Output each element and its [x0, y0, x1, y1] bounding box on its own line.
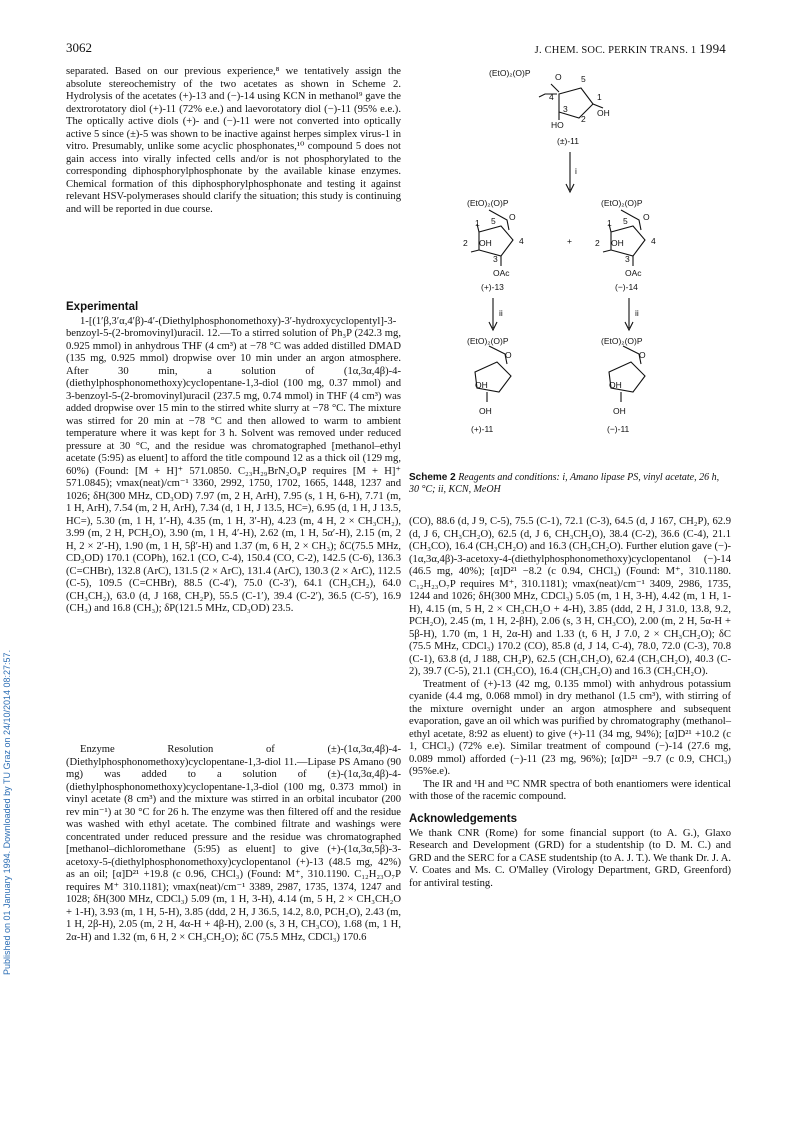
scheme-top-n5: 5 [581, 74, 586, 84]
acknowledgements-paragraph: We thank CNR (Rome) for some financial support (to A. G.), Glaxo Research and Development (GRD) for a studentship (to D. M. C.) and GRD and the SERC for a CASE studentship (to A. J. T.). We thank Dr. J. A. V. Coates and Ms. C. O'Malley (Virology Department, GRD, Greenford) for antiviral testing. [409, 827, 731, 889]
scheme-compound-14: (−)-14 [615, 282, 638, 292]
scheme-13-oac: OAc [493, 268, 510, 278]
scheme-compound-13: (+)-13 [481, 282, 504, 292]
scheme-14-oh: OH [611, 238, 624, 248]
download-watermark-text: Published on 01 January 1994. Downloaded by TU Graz on 24/10/2014 08:27:57. [2, 649, 12, 975]
scheme-top-phosphonate: (EtO)₂(O)P [489, 68, 531, 78]
scheme-top-n3: 3 [563, 104, 568, 114]
scheme-minus11-oh-ring: OH [609, 380, 622, 390]
scheme-14-phosphonate: (EtO)₂(O)P [601, 198, 643, 208]
journal-year: 1994 [699, 41, 726, 56]
scheme-top-oh: OH [597, 108, 610, 118]
scheme-13-n2: 2 [463, 238, 468, 248]
download-watermark [2, 235, 14, 975]
scheme-compound-plus-11: (+)-11 [471, 424, 494, 434]
scheme-minus11-ring-o: O [639, 350, 646, 360]
scheme-14-n4: 4 [651, 236, 656, 246]
scheme-13-n3: 3 [493, 254, 498, 264]
scheme-arrow-label-ii-right: ii [635, 308, 639, 318]
journal-header [535, 41, 726, 57]
scheme-plus11-oh: OH [479, 406, 492, 416]
experimental-heading: Experimental [66, 301, 139, 313]
scheme-caption-text: Reagents and conditions: i, Amano lipase PS, vinyl acetate, 26 h, 30 °C; ii, KCN, MeOH [409, 472, 720, 495]
scheme-caption-label: Scheme 2 [409, 472, 456, 483]
scheme-14-n5: 5 [623, 216, 628, 226]
scheme-plus-sign: + [567, 236, 572, 246]
page-number: 3062 [66, 40, 92, 55]
scheme-arrow-label-i: i [575, 166, 577, 176]
scheme-top-ho: HO [551, 120, 564, 130]
scheme-arrow-label-ii-left: ii [499, 308, 503, 318]
discussion-text [66, 66, 401, 216]
scheme-minus11-phosphonate: (EtO)₂(O)P [601, 336, 643, 346]
scheme-14-n3: 3 [625, 254, 630, 264]
scheme-caption [409, 472, 731, 496]
scheme-compound-racemic-11: (±)-11 [557, 136, 579, 146]
scheme-13-phosphonate: (EtO)₂(O)P [467, 198, 509, 208]
scheme-13-oh: OH [479, 238, 492, 248]
right-paragraph-2: Treatment of (+)-13 (42 mg, 0.135 mmol) with anhydrous potassium cyanide (4.4 mg, 0.068 mmol) in dry methanol (1.5 cm³), with stirring of the mixture overnight under an argon atmosphere and subsequent evaporation, gave an oil which was purified by chromatography (methanol–ethyl acetate, 8:92 as eluent) to give (+)-11 (34 mg, 94%); [α]D²¹ +10.2 (c 1, CHCl₃) (72% e.e). Similar treatment of compound (−)-14 (27.6 mg, 0.089 mmol) afforded (−)-11 (23 mg, 96%); [α]D²¹ −9.7 (c 0.9, CHCl₃) (95%e.e). [409, 678, 731, 777]
experimental-paragraph-12: 1-[(1′β,3′α,4′β)-4′-(Diethylphosphonomethoxy)-3′-hydroxycyclopentyl]-3-benzoyl-5-(2-bromovinyl)uracil. 12.—To a stirred solution of Ph₃P (242.3 mg, 0.925 mmol) in anhydrous THF (4 cm³) at −78 °C was added distilled DMAD (135 mg, 0.925 mmol) dropwise over 10 min under an argon atmosphere. After 30 min, a solution of (1α,3α,4β)-4-(diethylphosphonomethoxy)cyclopentane-1,3-diol (100 mg, 0.37 mmol) and 3-benzoyl-5-(2-bromovinyl)uracil (237.5 mg, 0.74 mmol) in THF (4 cm³) was added dropwise over 15 min to the stirred white slurry at −78 °C. The mixture was stirred for 20 min at −78 °C and then allowed to warm to ambient temperature where it was kept for 3 h. Solvent was removed under reduced pressure at 30 °C, and the residue was chromatographed [methanol–ethyl acetate (5:95) as eluent] to afford the title compound 12 as a thick oil (129 mg, 60%) (Found: [M + H]⁺ 571.0850. C₂₃H₂₉BrN₂O₈P requires [M + H]⁺ 571.0845); νmax(neat)/cm⁻¹ 3360, 2992, 1750, 1702, 1665, 1448, 1237 and 1026; δH(300 MHz, CD₃OD) 7.97 (m, 2 H, ArH), 7.95 (s, 1 H, 6-H), 7.71 (m, 1 H, ArH), 7.54 (m, 2 H, ArH), 7.34 (d, 1 H, J 13.5, HC=), 6.95 (d, 1 H, J 13.5, HC=), 5.30 (m, 1 H, 1′-H), 4.35 (m, 1 H, 3′-H), 4.23 (m, 4 H, 2 × CH₃CH₂), 3.99 (m, 2 H, PCH₂O), 3.90 (m, 1 H, 4′-H), 2.62 (m, 1 H, 5α′-H), 2.15 (m, 2 H, 2 × 2′-H), 1.90 (m, 1 H, 5β′-H) and 1.37 (m, 6 H, 2 × CH₃); δC(75.5 MHz, CD₃OD) 170.1 (COPh), 162.1 (CO, C-4), 150.4 (CO, C-2), 142.5 (C-6), 136.3 (C=CHBr), 132.8 (ArC), 131.5 (2 × ArC), 131.4 (ArC), 130.3 (2 × ArC), 112.5 (C-5), 109.5 (C=CHBr), 88.5 (C-4′), 75.0 (C-3′), 64.1 (CH₃CH₂), 64.0 (CH₃CH₂), 63.0 (d, J 168, CH₂P), 55.5 (C-1′), 39.4 (C-2′), 36.5 (C-5′), 16.9 (CH₃) and 16.8 (CH₃); δP(121.5 MHz, CD₃OD) 23.5. [66, 315, 401, 614]
scheme-14-n1: 1 [607, 218, 612, 228]
experimental-section [66, 301, 401, 616]
right-paragraph-1: (CO), 88.6 (d, J 9, C-5), 75.5 (C-1), 72.1 (C-3), 64.5 (d, J 167, CH₂P), 62.9 (d, J 6, CH₃CH₂O), 62.5 (d, J 6, CH₃CH₂O), 38.4 (C-2), 36.6 (C-4), 21.1 (CH₃CO), 16.4 (CH₃CH₂O) and 16.3 (CH₃CH₂O). Further elution gave (−)-(1α,3α,4β)-3-acetoxy-4-(diethylphosphonomethoxy)cyclopentanol (−)-14 (46.5 mg, 40%); [α]D²¹ −8.2 (c 0.94, CHCl₃) (Found: M⁺, 310.1180. C₁₂H₂₃O₇P requires M⁺, 310.1181); νmax(neat)/cm⁻¹ 3409, 2986, 1735, 1244 and 1026; δH(300 MHz, CDCl₃) 5.05 (m, 1 H, 3-H), 4.42 (m, 1 H, 1-H), 4.15 (m, 5 H, 2 × CH₃CH₂O + 4-H), 3.85 (ddd, 2 H, J 31.0, 13.8, 9.2, PCH₂O), 2.45 (m, 1 H, 2-βH), 2.06 (s, 3 H, CH₃CO), 2.00 (m, 2 H, 5α-H + 5β-H), 1.70 (m, 1 H, 2α-H) and 1.33 (t, 6 H, J 7.0, 2 × CH₃CH₂O); δC (75.5 MHz, CDCl₃) 170.2 (CO), 85.8 (d, J 14, C-4), 78.0, 72.0 (C-3), 70.8 (C-1), 63.8 (d, J 188, CH₂P), 62.5 (CH₃CH₂O), 62.4 (CH₃CH₂O), 40.3 (C-2), 39.7 (C-5), 21.1 (CH₃CO), 16.4 (CH₃CH₂O) and 16.3 (CH₃CH₂O). [409, 516, 731, 677]
scheme-minus11-oh: OH [613, 406, 626, 416]
scheme-top-n4: 4 [549, 92, 554, 102]
discussion-paragraph: separated. Based on our previous experience,⁸ we tentatively assign the absolute stereochemistry of the two acetates as shown in Scheme 2. Hydrolysis of the acetates (+)-13 and (−)-14 using KCN in methanol⁹ gave the dextrorotatory diol (+)-11 (72% e.e.) and laevorotatory diol (−)-11 (95% e.e.). The optically active diols (+)- and (−)-11 were not converted into optically active 5 since (±)-5 was shown to be inactive against herpes simplex virus-1 in vitro. Presumably, unlike some acyclic phosphonates,¹⁰ compound 5 does not gain access into virally infected cells and/or is not phosphorylated to the corresponding diphosphorylphosphonate by the available kinase enzymes. Chemical formation of this diphosphorylphosphonate and testing it against relevant HSV-polymerases should clarify the situation; this study is continuing and will be reported in due course. [66, 66, 401, 215]
acknowledgements-heading: Acknowledgements [409, 813, 517, 825]
scheme-13-n1: 1 [475, 218, 480, 228]
scheme-plus11-ring-o: O [505, 350, 512, 360]
scheme-top-ring-o: O [555, 72, 562, 82]
scheme-top-n2: 2 [581, 114, 586, 124]
scheme-2-diagram [409, 60, 731, 460]
scheme-plus11-phosphonate: (EtO)₂(O)P [467, 336, 509, 346]
scheme-compound-minus-11: (−)-11 [607, 424, 630, 434]
scheme-14-ring-o: O [643, 212, 650, 222]
scheme-plus11-oh-ring: OH [475, 380, 488, 390]
enzyme-resolution-section [66, 744, 401, 944]
scheme-14-oac: OAc [625, 268, 642, 278]
scheme-14-n2: 2 [595, 238, 600, 248]
scheme-13-n5: 5 [491, 216, 496, 226]
right-column-text [409, 516, 731, 804]
scheme-top-n1: 1 [597, 92, 602, 102]
right-paragraph-3: The IR and ¹H and ¹³C NMR spectra of both enantiomers were identical with those of the racemic compound. [409, 778, 731, 802]
journal-name: J. CHEM. SOC. PERKIN TRANS. 1 [534, 45, 697, 56]
acknowledgements-section [409, 813, 731, 890]
enzyme-resolution-paragraph: Enzyme Resolution of (±)-(1α,3α,4β)-4-(Diethylphosphonomethoxy)cyclopentane-1,3-diol 11.—Lipase PS Amano (90 mg) was added to a solution of (±)-(1α,3α,4β)-4-(diethylphosphonomethoxy)cyclopentane-1,3-diol (100 mg, 0.373 mmol) in vinyl acetate (8 cm³) and the mixture was stirred in an orbital incubator (200 rev min⁻¹) at 30 °C for 26 h. The enzyme was then filtered off and the residue was washed with ethyl acetate. The combined filtrate and washings were concentrated under reduced pressure and the residue was chromatographed [methanol–dichloromethane (5:95) as eluent] to give (+)-(1α,3α,5β)-3-acetoxy-5-(diethylphosphonomethoxy)cyclopentanol (+)-13 (48.5 mg, 42%) as an oil; [α]D²¹ +19.8 (c 0.96, CHCl₃) (Found: M⁺, 310.1190. C₁₂H₂₃O₇P requires M⁺ 310.1181); νmax(neat)/cm⁻¹ 3389, 2987, 1735, 1374, 1247 and 1028; δH(300 MHz, CDCl₃) 5.09 (m, 1 H, 3-H), 4.14 (m, 5 H, 2 × CH₃CH₂O + 1-H), 3.93 (m, 1 H, 5-H), 3.85 (ddd, 2 H, J 36.5, 14.2, 8.0, PCH₂O), 2.43 (m, 1 H, 2β-H), 2.05 (m, 2 H, 4α-H + 4β-H), 2.00 (s, 3 H, CH₃CO), 1.68 (m, 1 H, 2α-H) and 1.32 (m, 6 H, 2 × CH₃CH₂O); δC (75.5 MHz, CDCl₃) 170.6 [66, 744, 401, 943]
scheme-13-ring-o: O [509, 212, 516, 222]
scheme-13-n4: 4 [519, 236, 524, 246]
